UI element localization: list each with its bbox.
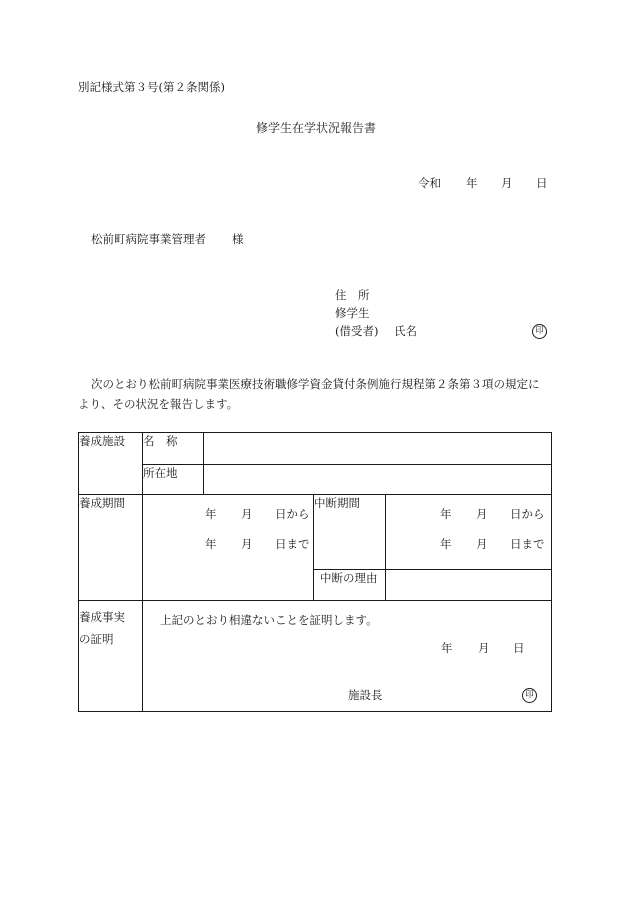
applicant-seal-icon	[532, 322, 547, 339]
suspension-reason-label-cell	[314, 570, 386, 601]
period-until-year: 年	[205, 537, 217, 551]
student-label: 修学生	[335, 306, 370, 320]
suspension-header: 中断期間	[314, 496, 360, 510]
applicant-seal-mark: 印	[532, 324, 547, 339]
period-until-day: 日まで	[275, 537, 310, 551]
facility-header: 養成施設	[79, 434, 125, 448]
proof-header-cell	[79, 601, 143, 712]
addressee-honorific: 様	[232, 232, 244, 246]
proof-month: 月	[478, 641, 490, 655]
suspension-until-month: 月	[476, 537, 488, 551]
suspension-period-field[interactable]	[386, 495, 552, 570]
date-day: 日	[536, 176, 548, 190]
facility-location-label: 所在地	[143, 466, 178, 480]
addressee-name: 松前町病院事業管理者	[91, 232, 206, 246]
suspension-from-month: 月	[476, 507, 488, 521]
period-from-month: 月	[241, 507, 253, 521]
borrower-label: (借受者)	[335, 324, 379, 338]
suspension-until-year: 年	[440, 537, 452, 551]
facility-location-field[interactable]	[204, 465, 552, 495]
director-seal-icon	[522, 686, 537, 703]
suspension-reason-label: 中断の理由	[320, 571, 378, 585]
director-label: 施設長	[348, 688, 383, 702]
period-header-cell	[79, 495, 143, 601]
facility-location-label-cell	[143, 465, 204, 495]
facility-name-label: 名 称	[143, 434, 178, 448]
proof-header-line1: 養成事実	[79, 610, 125, 624]
address-label: 住 所	[335, 288, 370, 302]
suspension-until-day: 日まで	[510, 537, 545, 551]
name-label: 氏名	[394, 324, 417, 338]
suspension-reason-field[interactable]	[386, 570, 552, 601]
period-from-day: 日から	[275, 507, 310, 521]
suspension-header-cell	[314, 495, 386, 570]
body-text-line1: 次のとおり松前町病院事業医療技術職修学資金貸付条例施行規程第２条第３項の規定に	[91, 377, 540, 391]
page-title: 修学生在学状況報告書	[256, 121, 377, 135]
suspension-from-year: 年	[440, 507, 452, 521]
proof-year: 年	[441, 641, 453, 655]
director-seal-mark: 印	[522, 688, 537, 703]
period-until-month: 月	[241, 537, 253, 551]
date-era: 令和	[418, 176, 441, 190]
proof-field[interactable]	[143, 601, 552, 712]
facility-name-field[interactable]	[204, 433, 552, 465]
proof-header-line2: の証明	[79, 632, 114, 646]
training-period-field[interactable]	[143, 495, 314, 601]
period-header: 養成期間	[79, 496, 125, 510]
proof-day: 日	[513, 641, 525, 655]
date-year: 年	[466, 176, 478, 190]
proof-statement: 上記のとおり相違ないことを証明します。	[160, 613, 378, 627]
facility-header-cell	[79, 433, 143, 495]
period-from-year: 年	[205, 507, 217, 521]
report-form-table	[78, 432, 552, 712]
facility-name-label-cell	[143, 433, 204, 465]
body-text-line2: より、その状況を報告します。	[78, 397, 239, 411]
form-number: 別記様式第３号(第２条関係)	[78, 80, 225, 94]
date-month: 月	[501, 176, 513, 190]
suspension-from-day: 日から	[510, 507, 545, 521]
